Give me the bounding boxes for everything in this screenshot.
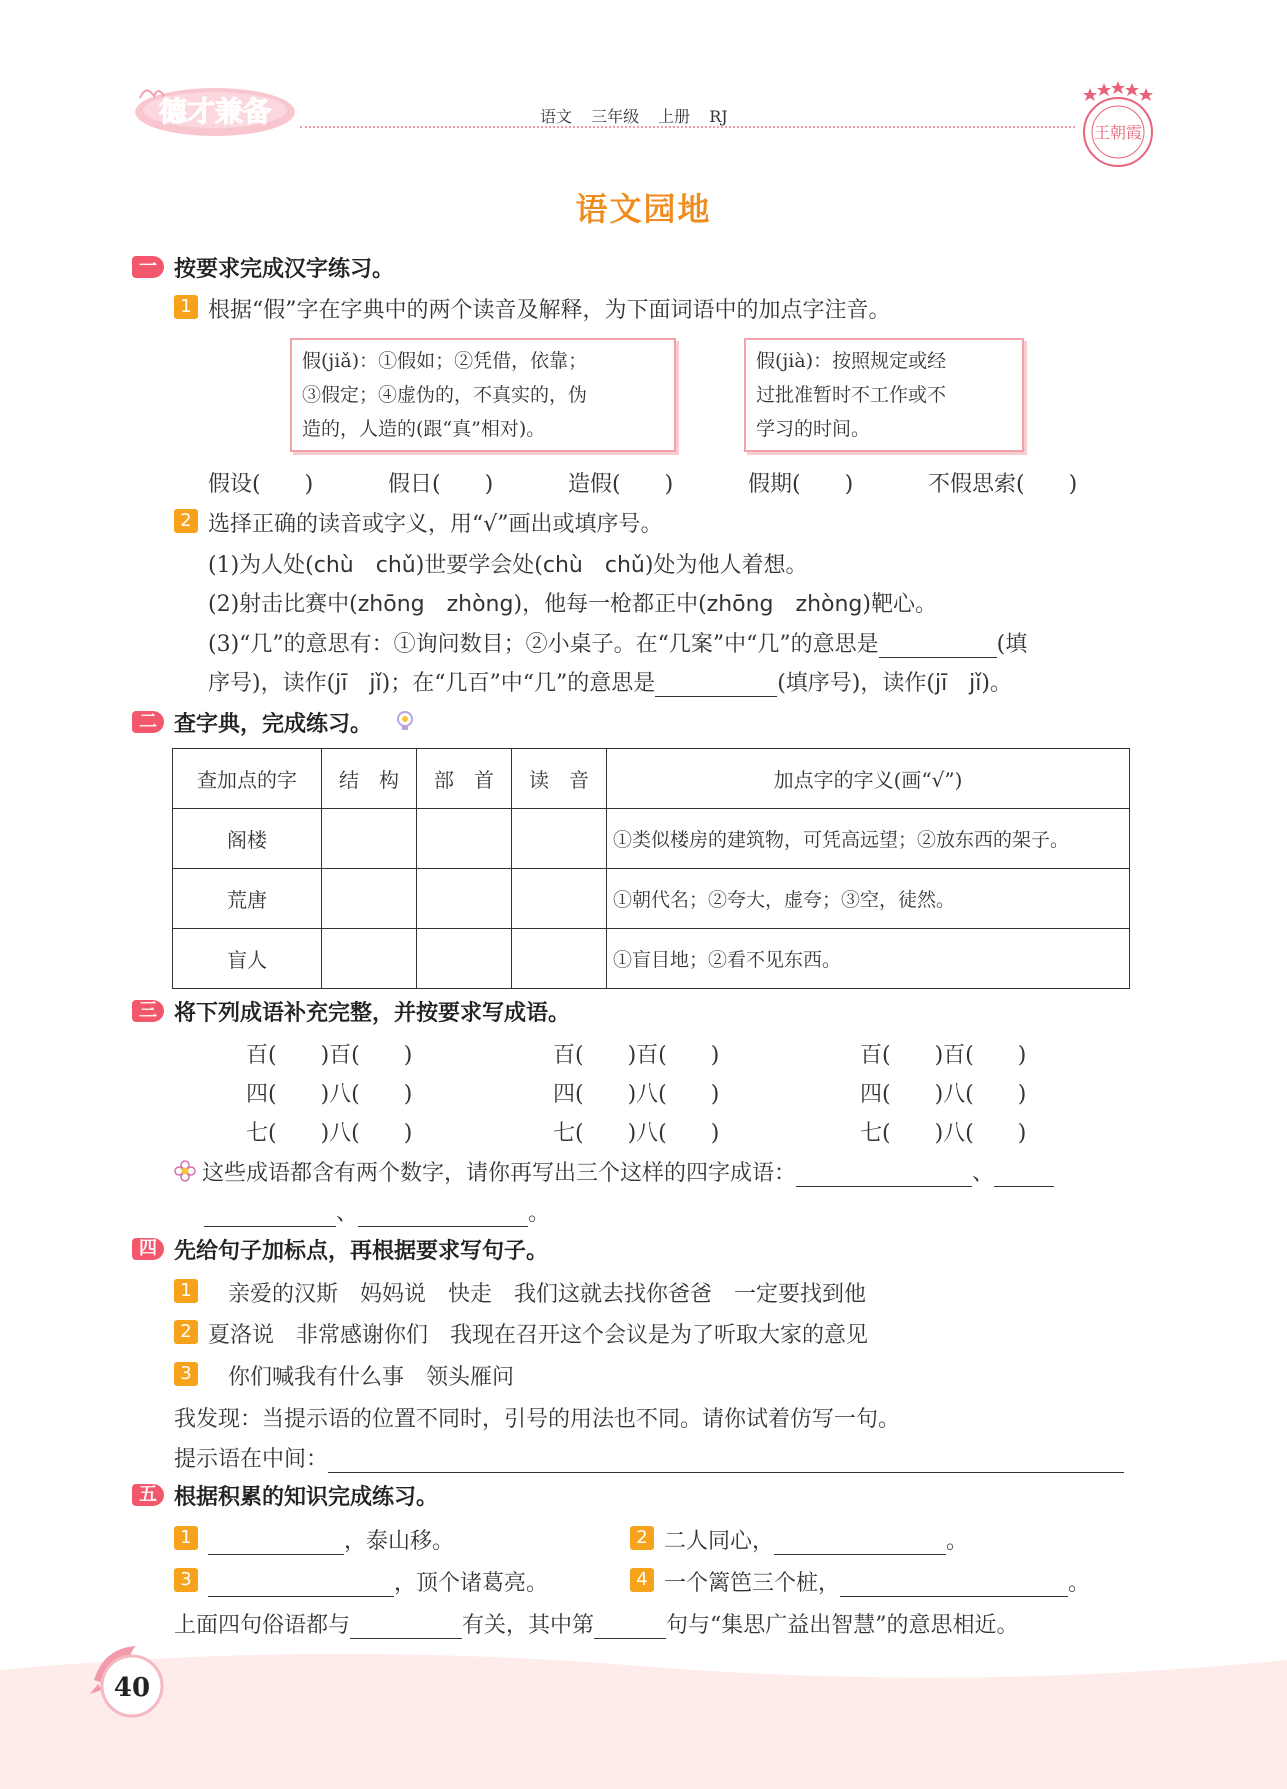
table-cell-word: 荒唐 (173, 869, 322, 929)
table-cell-meaning[interactable]: ①朝代名；②夸大，虚夸；③空，徒然。 (607, 869, 1130, 929)
choice-line-4 (208, 666, 1012, 697)
text: 这些成语都含有两个数字，请你再写出三个这样的四字成语： (202, 1161, 797, 1186)
choice-line-3 (208, 627, 1027, 658)
section-title-3: 将下列成语补充完整，并按要求写成语。 (174, 1001, 571, 1026)
table-header: 读 音 (512, 749, 607, 809)
word-blank[interactable]: 造假( ) (568, 472, 674, 497)
idiom-blank[interactable]: 百( )百( ) (860, 1043, 1027, 1068)
table-cell-meaning[interactable]: ①类似楼房的建筑物，可凭高远望；②放东西的架子。 (607, 809, 1130, 869)
table-cell-meaning[interactable]: ①盲目地；②看不见东西。 (607, 929, 1130, 989)
answer-blank[interactable] (208, 1574, 394, 1597)
answer-blank[interactable] (594, 1616, 666, 1639)
proverb-line (664, 1524, 968, 1555)
svg-text:王朝霞: 王朝霞 (1093, 123, 1143, 142)
definition-line: 造的，人造的(跟“真”相对)。 (302, 418, 546, 440)
table-row (173, 929, 1130, 989)
choice-line-2 (208, 587, 937, 618)
flower-icon (174, 1160, 196, 1182)
idiom-extra-line-2 (204, 1196, 550, 1227)
text: 上面四句俗语都与 (174, 1613, 351, 1638)
question-number: 3 (174, 1568, 198, 1592)
definition-line: 假(jià)：按照规定或经 (756, 350, 947, 372)
table-header: 加点字的字义(画“√”) (607, 749, 1130, 809)
definition-line: 过批准暂时不工作或不 (756, 384, 947, 406)
table-cell-radical[interactable] (417, 809, 512, 869)
definition-box-jia4 (744, 338, 1024, 452)
answer-blank[interactable] (208, 1532, 344, 1555)
answer-blank[interactable] (994, 1164, 1054, 1187)
text: 。 (1068, 1571, 1091, 1596)
summary-line (174, 1608, 1019, 1639)
section-title-1: 按要求完成汉字练习。 (174, 257, 395, 282)
pinyin-choice[interactable]: jī jǐ (934, 671, 982, 696)
word-blank[interactable]: 假日( ) (388, 472, 494, 497)
text: 。 (528, 1201, 551, 1226)
pinyin-choice[interactable]: zhōng zhòng (357, 592, 514, 617)
text: 有关，其中第 (462, 1613, 595, 1638)
section-title-2: 查字典，完成练习。 (174, 712, 373, 737)
lightbulb-icon (394, 710, 416, 732)
answer-blank[interactable] (879, 635, 997, 658)
question-number: 2 (174, 1320, 198, 1344)
text: 一个篱笆三个桩， (664, 1571, 841, 1596)
table-cell-radical[interactable] (417, 869, 512, 929)
punctuation-sentence[interactable]: 亲爱的汉斯 妈妈说 快走 我们这就去找你爸爸 一定要找到他 (228, 1282, 867, 1307)
text: )世要学会处( (415, 553, 543, 578)
pinyin-choice[interactable]: chù chǔ (542, 553, 645, 578)
answer-blank[interactable] (796, 1164, 972, 1187)
word-blank[interactable]: 不假思索( ) (928, 472, 1078, 497)
punctuation-sentence[interactable]: 夏洛说 非常感谢你们 我现在召开这个会议是为了听取大家的意见 (208, 1323, 869, 1348)
idiom-blank[interactable]: 七( )八( ) (553, 1121, 720, 1146)
text: )靶心。 (862, 592, 937, 617)
brand-logo (130, 78, 300, 140)
text: 句与“集思广益出智慧”的意思相近。 (666, 1613, 1019, 1638)
svg-text:40: 40 (113, 1673, 151, 1703)
text: (3)“几”的意思有：①询问数目；②小桌子。在“几案”中“几”的意思是 (208, 632, 879, 657)
proverb-line (208, 1524, 454, 1555)
idiom-blank[interactable]: 四( )八( ) (860, 1082, 1027, 1107)
proverb-line (664, 1566, 1090, 1597)
section-title-4: 先给句子加标点，再根据要求写句子。 (174, 1239, 549, 1264)
section-badge-5: 五 (132, 1484, 164, 1506)
question-number: 1 (174, 295, 198, 319)
answer-blank[interactable] (358, 1204, 528, 1227)
definition-box-jia3 (290, 338, 676, 452)
answer-blank[interactable] (840, 1574, 1068, 1597)
definition-line: 假(jiǎ)：①假如；②凭借，依靠； (302, 350, 588, 372)
table-cell-reading[interactable] (512, 869, 607, 929)
answer-blank[interactable] (655, 674, 777, 697)
svg-text:德才兼备: 德才兼备 (158, 95, 272, 128)
pinyin-choice[interactable]: jī jǐ (335, 671, 382, 696)
text: 、 (972, 1161, 995, 1186)
question-prompt: 选择正确的读音或字义，用“√”画出或填序号。 (208, 512, 663, 537)
section-badge-3: 三 (132, 1000, 164, 1022)
table-cell-structure[interactable] (322, 929, 417, 989)
table-cell-radical[interactable] (417, 929, 512, 989)
question-number: 3 (174, 1362, 198, 1386)
table-row (173, 869, 1130, 929)
answer-blank[interactable] (774, 1532, 946, 1555)
idiom-blank[interactable]: 七( )八( ) (860, 1121, 1027, 1146)
answer-blank[interactable] (350, 1616, 462, 1639)
idiom-blank[interactable]: 百( )百( ) (553, 1043, 720, 1068)
text: (填序号)，读作( (777, 671, 935, 696)
pinyin-choice[interactable]: chù chǔ (313, 553, 416, 578)
section-badge-4: 四 (132, 1238, 164, 1260)
text: )；在“几百”中“几”的意思是 (381, 671, 656, 696)
word-blank[interactable]: 假期( ) (748, 472, 854, 497)
answer-blank[interactable] (204, 1204, 336, 1227)
choice-line-1 (208, 548, 807, 579)
text: ，泰山移。 (344, 1529, 455, 1554)
idiom-extra-line (202, 1156, 1054, 1187)
table-header: 结 构 (322, 749, 417, 809)
definition-line: ③假定；④虚伪的，不真实的，伪 (302, 384, 588, 406)
section-badge-1: 一 (132, 256, 164, 278)
answer-line[interactable] (328, 1450, 1124, 1473)
text: )处为他人着想。 (644, 553, 808, 578)
question-number: 2 (630, 1526, 654, 1550)
idiom-blank[interactable]: 四( )八( ) (553, 1082, 720, 1107)
page-number-badge (100, 1654, 164, 1718)
idiom-blank[interactable]: 七( )八( ) (246, 1121, 413, 1146)
table-header-row (173, 749, 1130, 809)
text: )。 (981, 671, 1012, 696)
idiom-blank[interactable]: 百( )百( ) (246, 1043, 413, 1068)
table-header: 查加点的字 (173, 749, 322, 809)
text: 二人同心， (664, 1529, 775, 1554)
definition-line: 学习的时间。 (756, 418, 871, 440)
question-number: 1 (174, 1279, 198, 1303)
discovery-text: 我发现：当提示语的位置不同时，引号的用法也不同。请你试着仿写一句。 (174, 1407, 901, 1432)
question-prompt: 根据“假”字在字典中的两个读音及解释，为下面词语中的加点字注音。 (208, 298, 891, 323)
idiom-blank[interactable]: 四( )八( ) (246, 1082, 413, 1107)
section-badge-2: 二 (132, 711, 164, 733)
writing-prompt (174, 1442, 1124, 1473)
table-cell-word: 阁楼 (173, 809, 322, 869)
question-number: 1 (174, 1526, 198, 1550)
text: 。 (946, 1529, 969, 1554)
punctuation-sentence[interactable]: 你们喊我有什么事 领头雁问 (228, 1365, 515, 1390)
word-blank[interactable]: 假设( ) (208, 472, 314, 497)
question-number: 4 (630, 1568, 654, 1592)
page-title: 语文园地 (575, 190, 712, 228)
dictionary-table (172, 748, 1130, 989)
pinyin-choice[interactable]: zhōng zhòng (706, 592, 863, 617)
text: )，他每一枪都正中( (513, 592, 707, 617)
footer-wave (0, 1640, 1287, 1789)
table-header: 部 首 (417, 749, 512, 809)
table-cell-structure[interactable] (322, 869, 417, 929)
proverb-line (208, 1566, 548, 1597)
table-cell-reading[interactable] (512, 929, 607, 989)
teacher-seal (1078, 80, 1158, 170)
text: 提示语在中间： (174, 1447, 329, 1472)
section-title-5: 根据积累的知识完成练习。 (174, 1485, 439, 1510)
table-cell-structure[interactable] (322, 809, 417, 869)
table-row (173, 809, 1130, 869)
table-cell-word: 盲人 (173, 929, 322, 989)
table-cell-reading[interactable] (512, 809, 607, 869)
text: 序号)，读作( (208, 671, 336, 696)
text: ，顶个诸葛亮。 (394, 1571, 549, 1596)
text: (填 (996, 632, 1028, 657)
header-subject: 语文 三年级 上册 RJ (540, 107, 728, 126)
question-number: 2 (174, 509, 198, 533)
text: 、 (336, 1201, 359, 1226)
text: (1)为人处( (208, 553, 314, 578)
text: (2)射击比赛中( (208, 592, 358, 617)
